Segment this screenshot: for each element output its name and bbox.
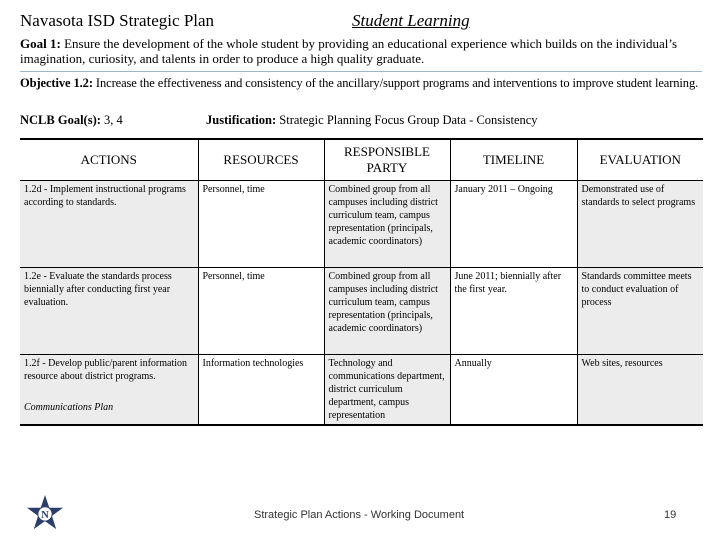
cell-evaluation: Standards committee meets to conduct evaluation of process bbox=[577, 268, 703, 355]
cell-action-text: 1.2f - Develop public/parent information resource about district programs. bbox=[24, 358, 188, 382]
cell-responsible-party: Technology and communications department, district curriculum department, campus representation bbox=[324, 355, 450, 426]
divider-line bbox=[20, 71, 702, 72]
cell-resources: Personnel, time bbox=[198, 268, 324, 355]
cell-resources: Information technologies bbox=[198, 355, 324, 426]
cell-evaluation: Demonstrated use of standards to select programs bbox=[577, 181, 703, 268]
goal-label: Goal 1: bbox=[20, 36, 61, 51]
table-row bbox=[20, 268, 703, 355]
objective-label: Objective 1.2: bbox=[20, 76, 93, 90]
column-header-resources: RESOURCES bbox=[198, 139, 324, 181]
cell-timeline: January 2011 – Ongoing bbox=[450, 181, 577, 268]
column-header-timeline: TIMELINE bbox=[450, 139, 577, 181]
nclb-goals bbox=[20, 113, 123, 128]
cell-timeline: Annually bbox=[450, 355, 577, 426]
cell-resources: Personnel, time bbox=[198, 181, 324, 268]
objective-statement bbox=[20, 76, 702, 91]
footer-document-label: Strategic Plan Actions - Working Document bbox=[254, 509, 465, 521]
justification bbox=[206, 113, 538, 128]
objective-text: Increase the effectiveness and consistency of the ancillary/support programs and interventions to improve student learning. bbox=[92, 76, 699, 90]
cell-action bbox=[20, 355, 198, 426]
section-title: Student Learning bbox=[352, 11, 470, 30]
page-number: 19 bbox=[664, 509, 677, 521]
justification-label: Justification: bbox=[206, 113, 277, 127]
goal-statement bbox=[20, 36, 700, 66]
table-row bbox=[20, 181, 703, 268]
cell-responsible-party: Combined group from all campuses including district curriculum team, campus representation (principals, academic coordinators) bbox=[324, 268, 450, 355]
justification-value: Strategic Planning Focus Group Data - Consistency bbox=[276, 113, 538, 127]
cell-action: 1.2d - Implement instructional programs according to standards. bbox=[20, 181, 198, 268]
cell-action: 1.2e - Evaluate the standards process biennially after conducting first year evaluation. bbox=[20, 268, 198, 355]
district-star-logo bbox=[26, 494, 64, 532]
cell-responsible-party: Combined group from all campuses including district curriculum team, campus representation (principals, academic coordinators) bbox=[324, 181, 450, 268]
logo-letter: N bbox=[41, 509, 49, 521]
cell-timeline: June 2011; biennially after the first year. bbox=[450, 268, 577, 355]
table-row bbox=[20, 355, 703, 426]
action-plan-table bbox=[20, 138, 703, 426]
cell-evaluation: Web sites, resources bbox=[577, 355, 703, 426]
table-header-row bbox=[20, 139, 703, 181]
column-header-responsible-party: RESPONSIBLE PARTY bbox=[324, 139, 450, 181]
nclb-value: 3, 4 bbox=[100, 113, 123, 127]
column-header-evaluation: EVALUATION bbox=[577, 139, 703, 181]
page-header bbox=[20, 10, 700, 32]
nclb-label: NCLB Goal(s): bbox=[20, 113, 101, 127]
communications-plan-note: Communications Plan bbox=[24, 402, 114, 413]
goal-meta-row bbox=[20, 113, 702, 129]
column-header-actions: ACTIONS bbox=[20, 139, 198, 181]
goal-text: Ensure the development of the whole student by providing an educational experience which builds on the individual’s imagination, curiosity, and talents in order to produce a high quality graduate. bbox=[20, 36, 678, 66]
document-title: Navasota ISD Strategic Plan bbox=[20, 11, 215, 30]
